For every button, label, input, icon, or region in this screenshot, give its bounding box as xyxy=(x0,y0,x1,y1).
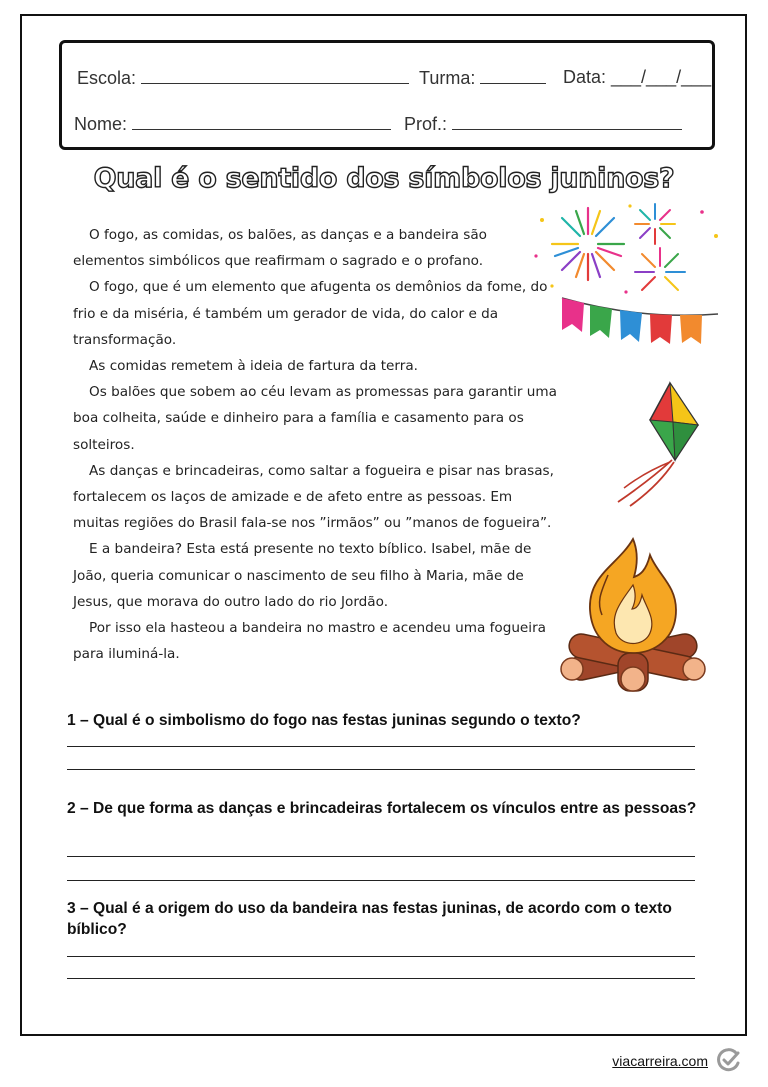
paragraph-4: Os balões que sobem ao céu levam as promessas para garantir uma boa colheita, saúde e dinheiro para a família e casamento para os solteiros. xyxy=(73,384,557,453)
paragraph-7: Por isso ela hasteou a bandeira no mastro e acendeu uma fogueira para iluminá-la. xyxy=(73,620,546,663)
bonfire-icon xyxy=(558,535,708,695)
question-1: 1 – Qual é o simbolismo do fogo nas festas juninas segundo o texto? xyxy=(67,712,581,729)
answer-line-3b[interactable] xyxy=(67,978,695,979)
question-3: 3 – Qual é a origem do uso da bandeira nas festas juninas, de acordo com o texto bíblico? xyxy=(67,900,672,938)
turma-label: Turma: xyxy=(419,68,476,88)
paragraph-5: As danças e brincadeiras, como saltar a fogueira e pisar nas brasas, fortalecem os laços de amizade e de afeto entre as pessoas. Em muitas regiões do Brasil fala-se nos ”irmãos” ou ”manos de fogueira”. xyxy=(73,462,554,532)
prof-field[interactable] xyxy=(404,113,682,135)
turma-field[interactable] xyxy=(419,67,546,89)
answer-line-2a[interactable] xyxy=(67,856,695,857)
answer-line-2b[interactable] xyxy=(67,880,695,881)
data-field[interactable] xyxy=(563,67,711,88)
paragraph-2: O fogo, que é um elemento que afugenta os demônios da fome, do frio e da miséria, é também um gerador de vida, do calor e da transformação. xyxy=(73,279,548,348)
paragraph-1: O fogo, as comidas, os balões, as danças e a bandeira são elementos simbólicos que reafirmam o sagrado e o profano. xyxy=(73,227,487,270)
footer-site-link[interactable]: viacarreira.com xyxy=(612,1053,708,1069)
answer-line-3a[interactable] xyxy=(67,956,695,957)
nome-line xyxy=(132,113,391,130)
prof-label: Prof.: xyxy=(404,114,448,134)
data-label: Data: ___/___/___ xyxy=(563,67,712,87)
escola-label: Escola: xyxy=(77,68,137,88)
answer-line-1a[interactable] xyxy=(67,746,695,747)
nome-field[interactable] xyxy=(74,113,391,135)
answer-line-1b[interactable] xyxy=(67,769,695,770)
paragraph-3: As comidas remetem à ideia de fartura da terra. xyxy=(89,358,419,375)
question-2: 2 – De que forma as danças e brincadeiras fortalecem os vínculos entre as pessoas? xyxy=(67,800,697,817)
kite-balloon-icon xyxy=(610,380,710,510)
paragraph-6: E a bandeira? Esta está presente no texto bíblico. Isabel, mãe de João, queria comunicar o nascimento de seu filho à Maria, mãe de Jesus, que morava do outro lado do rio Jordão. xyxy=(73,541,532,610)
checkmark-logo-icon xyxy=(716,1047,742,1073)
reading-text xyxy=(73,222,558,667)
fireworks-icon xyxy=(530,200,730,300)
escola-line xyxy=(141,67,409,84)
nome-label: Nome: xyxy=(74,114,128,134)
escola-field[interactable] xyxy=(77,67,409,89)
turma-line xyxy=(480,67,546,84)
student-info-header xyxy=(59,40,715,150)
prof-line xyxy=(452,113,682,130)
worksheet-title: Qual é o sentido dos símbolos juninos? xyxy=(93,163,675,194)
bunting-flags-icon xyxy=(560,292,720,362)
